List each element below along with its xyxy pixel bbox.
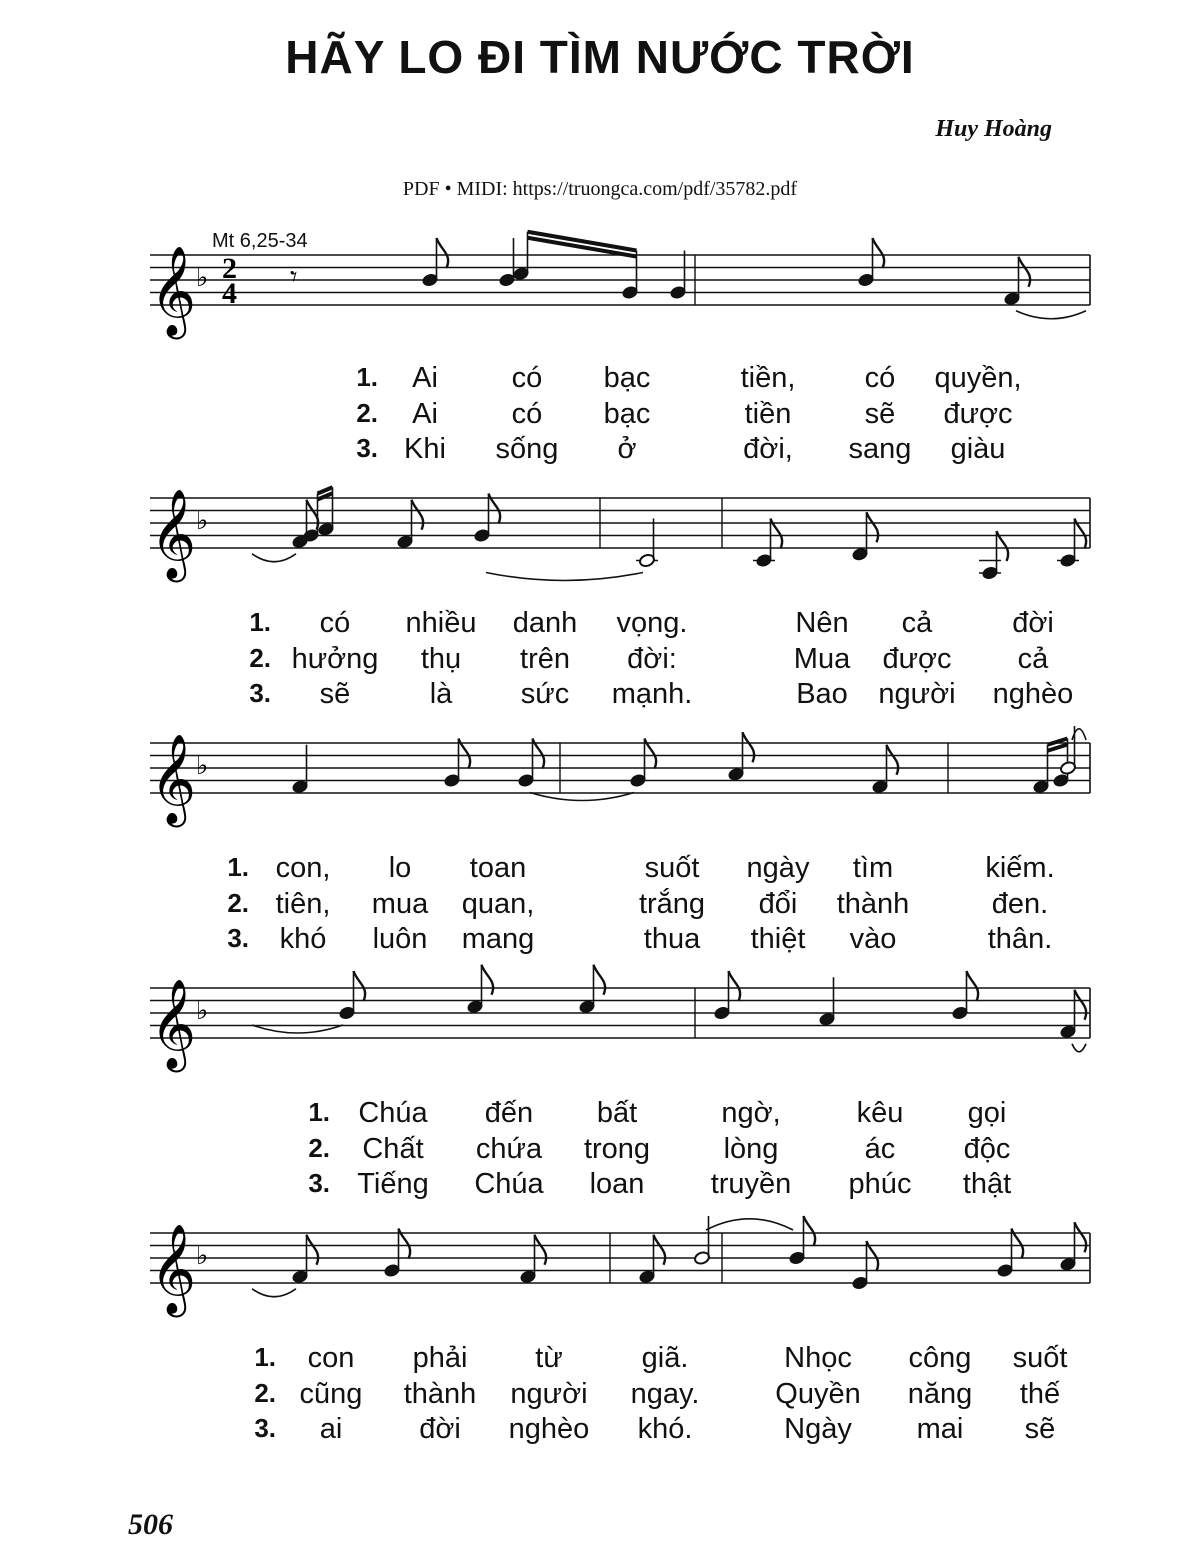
lyric-word: trên (520, 642, 570, 675)
lyric-word: loan (589, 1168, 645, 1200)
note (669, 251, 686, 300)
lyrics-block (0, 607, 1200, 717)
verse-number: 3. (227, 923, 249, 953)
lyric-word: suốt (1012, 1342, 1068, 1374)
lyric-line (0, 398, 1200, 434)
lyrics-block (0, 852, 1200, 962)
lyric-word: danh (512, 607, 578, 639)
verse-number: 2. (308, 1132, 330, 1163)
lyric-word: sức (520, 678, 570, 710)
lyric-word: người (510, 1377, 588, 1410)
lyric-line (0, 678, 1200, 714)
lyric-word: người (878, 678, 956, 710)
lyric-word: gọi (967, 1097, 1007, 1129)
lyric-line (0, 1342, 1200, 1378)
lyric-word: ngờ, (721, 1097, 781, 1129)
tie (1072, 1044, 1086, 1052)
lyric-word: cả (901, 607, 933, 639)
lyric-word: nghèo (508, 1413, 590, 1445)
verse-number: 2. (356, 397, 378, 428)
lyric-line (0, 433, 1200, 469)
lyrics-block (0, 362, 1200, 472)
treble-clef-icon: 𝄞 (150, 734, 197, 824)
tie (530, 793, 634, 801)
lyric-word: chứa (475, 1132, 543, 1165)
source-link[interactable]: PDF • MIDI: https://truongca.com/pdf/35782.pdf (402, 178, 798, 200)
lyric-word: là (429, 678, 453, 710)
note (302, 494, 319, 543)
lyric-line (0, 362, 1200, 398)
note (1059, 1222, 1086, 1271)
lyric-word: sang (848, 433, 912, 465)
note (1059, 990, 1086, 1039)
scripture-reference: Mt 6,25-34 (212, 230, 308, 252)
time-signature-top: 2 (222, 252, 237, 285)
lyric-word: mua (371, 887, 429, 920)
key-signature-flat-icon: ♭ (196, 1241, 209, 1271)
note (512, 232, 529, 281)
note (636, 519, 658, 568)
lyric-word: toan (469, 852, 527, 884)
note (851, 512, 878, 561)
eighth-rest-icon: 𝄾 (290, 260, 298, 293)
key-signature-flat-icon: ♭ (196, 996, 209, 1026)
note (818, 977, 835, 1026)
composer-name: Huy Hoàng (935, 116, 1052, 142)
note (979, 531, 1008, 580)
lyric-word: công (908, 1342, 972, 1374)
lyric-line (0, 607, 1200, 643)
lyric-word: hưởng (291, 642, 379, 675)
lyric-word: đời (419, 1413, 461, 1445)
lyric-word: Nên (795, 607, 849, 639)
treble-clef-icon: 𝄞 (150, 246, 197, 336)
lyric-line (0, 1133, 1200, 1169)
lyric-word: con (307, 1342, 355, 1374)
verse-number: 1. (308, 1097, 330, 1127)
lyric-word: vọng. (616, 607, 688, 639)
note (1032, 745, 1049, 794)
note (727, 732, 754, 781)
verse-number: 3. (356, 433, 378, 463)
lyric-word: vào (849, 923, 897, 955)
note (291, 745, 308, 794)
verse-number: 2. (254, 1377, 276, 1408)
lyric-word: cũng (299, 1377, 363, 1410)
lyric-word: có (511, 397, 543, 430)
lyrics-block (0, 1342, 1200, 1452)
staff-system (0, 463, 1200, 583)
note (466, 965, 493, 1014)
lyric-word: ở (617, 433, 637, 465)
verse-number: 2. (249, 642, 271, 673)
verse-number: 1. (227, 852, 249, 882)
lyric-word: Tiếng (357, 1168, 429, 1200)
lyric-word: thân. (987, 923, 1053, 955)
staff-system (0, 953, 1200, 1073)
lyric-word: có (319, 607, 351, 639)
lyric-word: thành (836, 887, 910, 920)
lyric-word: bạc (603, 362, 651, 394)
lyric-line (0, 852, 1200, 888)
staff-system (0, 708, 1200, 828)
note (498, 238, 515, 287)
lyric-word: Quyền (775, 1377, 861, 1410)
lyric-word: Khi (404, 433, 446, 465)
treble-clef-icon: 𝄞 (150, 979, 197, 1069)
lyric-word: có (511, 362, 543, 394)
lyric-word: sẽ (864, 397, 896, 430)
lyric-word: nghèo (992, 678, 1074, 710)
page-number: 506 (128, 1508, 173, 1541)
verse-number: 1. (254, 1342, 276, 1372)
lyric-word: ngày (746, 852, 810, 884)
tie (706, 1219, 793, 1230)
lyric-word: truyền (710, 1168, 792, 1200)
lyric-word: bất (596, 1097, 638, 1129)
lyric-word: thụ (420, 642, 462, 675)
verse-number: 1. (356, 362, 378, 392)
lyric-word: Ai (412, 362, 438, 394)
lyric-word: độc (963, 1132, 1011, 1165)
lyric-word: Nhọc (784, 1342, 852, 1374)
lyric-word: thiệt (750, 923, 806, 955)
lyric-word: tiên, (275, 887, 331, 920)
lyric-word: kiếm. (985, 852, 1055, 884)
lyric-word: Chất (362, 1132, 424, 1165)
lyric-word: cả (1017, 642, 1049, 675)
note (291, 1235, 318, 1284)
note (871, 745, 898, 794)
lyric-word: đến (484, 1097, 534, 1129)
lyric-word: giàu (950, 433, 1006, 465)
lyric-line (0, 1168, 1200, 1204)
lyric-word: đổi (758, 887, 798, 920)
lyric-word: Chúa (474, 1168, 544, 1200)
lyric-word: tiền, (740, 362, 796, 394)
tie (1016, 311, 1086, 319)
lyric-word: trong (583, 1132, 651, 1165)
lyric-word: ngay. (630, 1377, 700, 1410)
lyric-word: mai (916, 1413, 964, 1445)
lyric-word: Mua (793, 642, 851, 675)
verse-number: 2. (227, 887, 249, 918)
lyric-word: Bao (796, 678, 848, 710)
lyric-word: tìm (852, 852, 894, 884)
note (638, 1235, 665, 1284)
lyric-word: con, (275, 852, 331, 884)
lyric-word: mang (461, 923, 535, 955)
verse-number: 3. (254, 1413, 276, 1443)
lyric-line (0, 1097, 1200, 1133)
lyric-word: Ai (412, 397, 438, 430)
lyric-word: nhiều (405, 607, 477, 639)
lyric-word: thật (962, 1168, 1012, 1200)
lyric-line (0, 643, 1200, 679)
song-title: HÃY LO ĐI TÌM NƯỚC TRỜI (285, 31, 915, 83)
key-signature-flat-icon: ♭ (196, 263, 209, 293)
lyric-word: tiền (744, 397, 792, 430)
lyric-word: ác (864, 1132, 896, 1165)
lyric-word: khó. (637, 1413, 693, 1445)
note (753, 519, 782, 568)
tie (252, 554, 296, 562)
note (1057, 519, 1086, 568)
tie (486, 573, 643, 581)
lyrics-block (0, 1097, 1200, 1207)
lyric-line (0, 1378, 1200, 1414)
lyric-line (0, 888, 1200, 924)
lyric-word: đen. (991, 887, 1049, 920)
note (519, 1235, 546, 1284)
lyric-word: đời (1012, 607, 1054, 639)
lyric-word: mạnh. (611, 678, 693, 710)
lyric-word: ai (319, 1413, 343, 1445)
lyric-line (0, 923, 1200, 959)
lyric-word: phúc (848, 1168, 912, 1200)
verse-number: 3. (249, 678, 271, 708)
lyric-word: sống (495, 433, 559, 465)
key-signature-flat-icon: ♭ (196, 751, 209, 781)
lyric-word: được (882, 642, 952, 675)
lyric-word: có (864, 362, 896, 394)
lyric-word: Chúa (358, 1097, 428, 1129)
lyric-word: thành (403, 1377, 477, 1410)
tie (252, 1289, 296, 1297)
time-signature-bottom: 4 (222, 277, 237, 310)
lyric-word: đời: (627, 642, 677, 675)
verse-number: 1. (249, 607, 271, 637)
lyric-word: quyền, (934, 362, 1022, 394)
lyric-word: lòng (723, 1132, 779, 1165)
lyric-word: thế (1019, 1377, 1061, 1410)
lyric-line (0, 1413, 1200, 1449)
treble-clef-icon: 𝄞 (150, 489, 197, 579)
lyric-word: Ngày (784, 1413, 852, 1445)
key-signature-flat-icon: ♭ (196, 506, 209, 536)
lyric-word: sẽ (319, 678, 351, 710)
lyric-word: phải (412, 1342, 468, 1374)
lyric-word: thua (643, 923, 701, 955)
lyric-word: giã. (641, 1342, 689, 1374)
note (396, 500, 423, 549)
lyric-word: được (943, 397, 1013, 430)
note (693, 1216, 710, 1265)
lyric-word: đời, (743, 433, 793, 465)
lyric-word: khó (279, 923, 327, 955)
lyric-word: lo (388, 852, 412, 884)
note (291, 500, 318, 549)
lyric-word: trắng (638, 887, 706, 920)
lyric-word: suốt (644, 852, 700, 884)
lyric-word: sẽ (1024, 1413, 1056, 1445)
staff-system (0, 220, 1200, 340)
treble-clef-icon: 𝄞 (150, 1224, 197, 1314)
staff-system (0, 1198, 1200, 1318)
note (1003, 257, 1030, 306)
lyric-word: luôn (372, 923, 428, 955)
lyric-word: quan, (461, 887, 535, 920)
verse-number: 3. (308, 1168, 330, 1198)
lyric-word: từ (535, 1342, 563, 1374)
lyric-word: kêu (856, 1097, 904, 1129)
note (578, 965, 605, 1014)
lyric-word: năng (907, 1377, 973, 1410)
lyric-word: bạc (603, 397, 651, 430)
